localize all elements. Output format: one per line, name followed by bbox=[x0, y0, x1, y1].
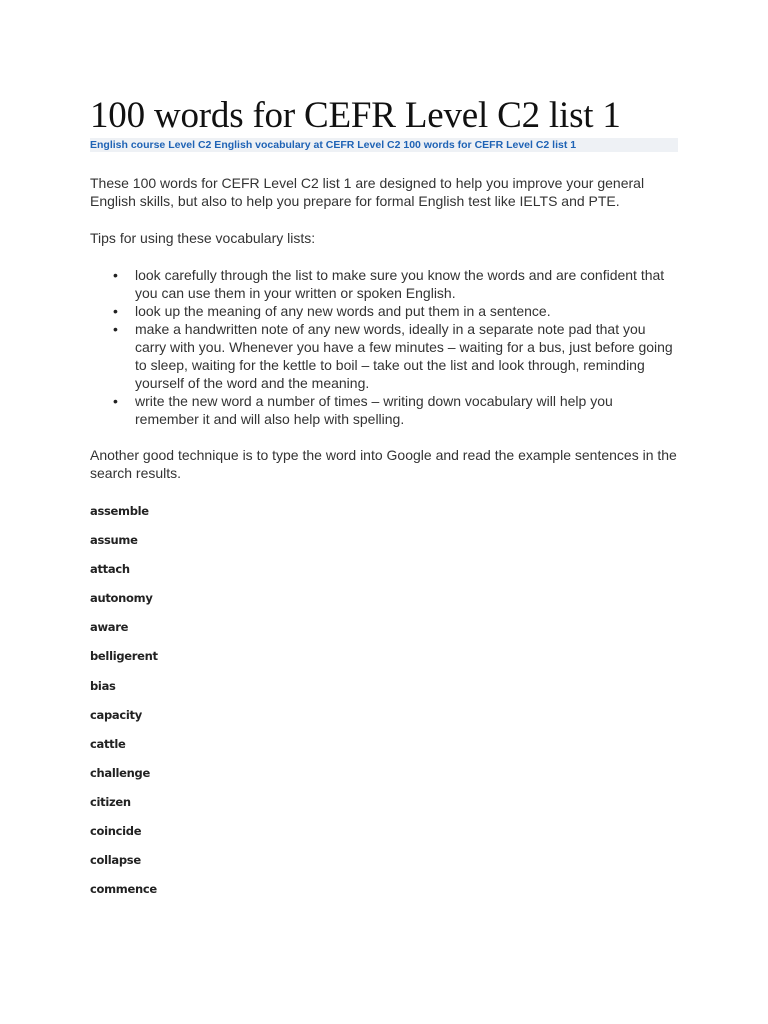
tips-list-item bbox=[90, 392, 678, 428]
word-item: challenge bbox=[90, 765, 150, 780]
word-item: coincide bbox=[90, 824, 142, 839]
bullet-icon: • bbox=[113, 321, 118, 337]
tip-text: make a handwritten note of any new words, ideally in a separate note pad that you carry with you. Whenever you have a few minutes – waiting for a bus, just before going to sleep, waiting for the kettle to boil – take out the list and look through, reminding yourself of the word and the meaning. bbox=[135, 321, 673, 391]
tips-list-item bbox=[90, 266, 678, 302]
word-item: citizen bbox=[90, 794, 131, 809]
word-item: assume bbox=[90, 533, 138, 548]
tip-text: look carefully through the list to make sure you know the words and are confident that you can use them in your written or spoken English. bbox=[135, 267, 665, 301]
document-page bbox=[90, 96, 678, 910]
word-item: capacity bbox=[90, 707, 142, 722]
tip-text: write the new word a number of times – writing down vocabulary will help you remember it and will also help with spelling. bbox=[135, 393, 613, 427]
bullet-icon: • bbox=[113, 267, 118, 283]
bullet-icon: • bbox=[113, 393, 118, 409]
word-item: commence bbox=[90, 882, 157, 897]
word-item: cattle bbox=[90, 736, 126, 751]
breadcrumb-link-current-list[interactable]: 100 words for CEFR Level C2 list 1 bbox=[403, 139, 577, 151]
word-item: bias bbox=[90, 678, 116, 693]
bullet-icon: • bbox=[113, 303, 118, 319]
tips-heading: Tips for using these vocabulary lists: bbox=[90, 230, 316, 246]
word-item: attach bbox=[90, 562, 130, 577]
word-item: collapse bbox=[90, 853, 141, 868]
tips-list-item bbox=[90, 320, 678, 392]
page-title: 100 words for CEFR Level C2 list 1 bbox=[90, 95, 621, 136]
tips-list-item bbox=[90, 302, 678, 320]
tips-list bbox=[90, 266, 678, 428]
word-item: autonomy bbox=[90, 591, 153, 606]
technique-paragraph: Another good technique is to type the word into Google and read the example sentences in the search results. bbox=[90, 447, 677, 481]
intro-paragraph: These 100 words for CEFR Level C2 list 1 are designed to help you improve your general English skills, but also to help you prepare for formal English test like IELTS and PTE. bbox=[90, 175, 645, 209]
breadcrumb-link-english-course[interactable]: English course bbox=[90, 139, 166, 151]
tip-text: look up the meaning of any new words and put them in a sentence. bbox=[135, 303, 551, 319]
word-item: assemble bbox=[90, 504, 149, 518]
word-item: belligerent bbox=[90, 649, 158, 664]
breadcrumb bbox=[90, 138, 678, 152]
word-item: aware bbox=[90, 620, 129, 635]
word-list bbox=[90, 503, 678, 910]
breadcrumb-link-level-c2-vocabulary[interactable]: Level C2 English vocabulary at CEFR Level C2 bbox=[168, 139, 401, 151]
